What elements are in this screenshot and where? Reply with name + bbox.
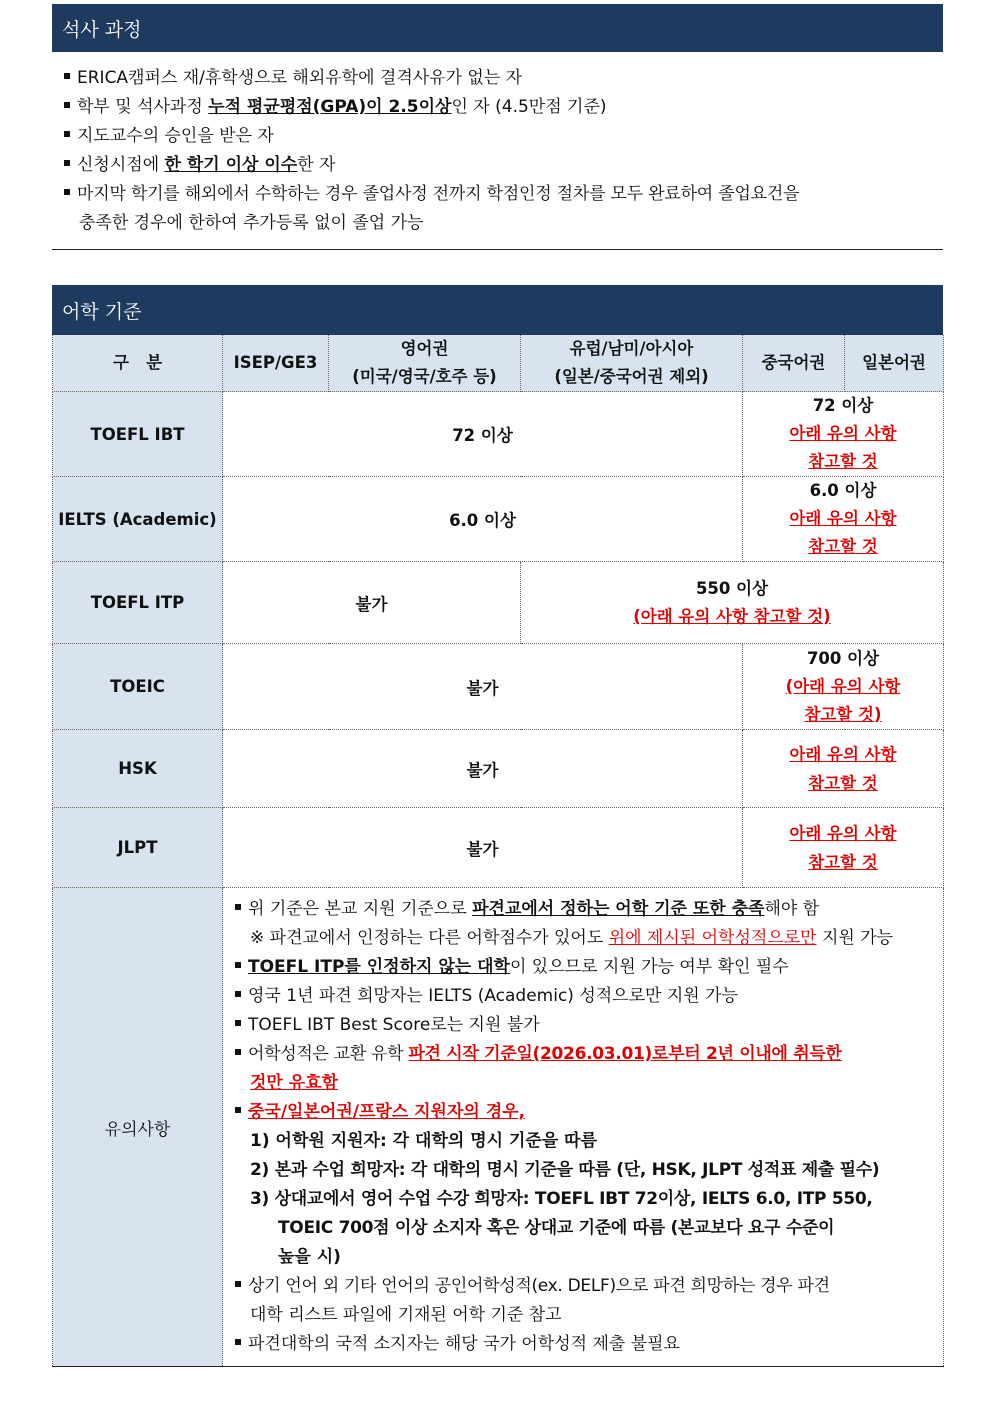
table-row bbox=[53, 808, 944, 888]
list-item: 신청시점에 한 학기 이상 이수한 자 bbox=[64, 151, 933, 180]
note-item: 어학성적은 교환 유학 파견 시작 기준일(2026.03.01)로부터 2년 이내에 취득한 bbox=[235, 1040, 935, 1069]
header-japan: 일본어권 bbox=[845, 335, 944, 392]
table-row bbox=[53, 644, 944, 730]
row-label: TOEFL IBT bbox=[53, 392, 223, 477]
row-label: TOEFL ITP bbox=[53, 562, 223, 644]
bullet-icon bbox=[64, 160, 70, 166]
cell-note: 아래 유의 사항 참고할 것 bbox=[743, 808, 944, 888]
bullet-icon bbox=[64, 189, 70, 195]
master-requirements bbox=[52, 60, 943, 250]
list-item: 마지막 학기를 해외에서 수학하는 경우 졸업사정 전까지 학점인정 절차를 모두 완료하여 졸업요건을 bbox=[64, 180, 933, 209]
header-china: 중국어권 bbox=[743, 335, 845, 392]
cell-value: 불가 bbox=[223, 644, 743, 730]
master-section-header bbox=[52, 4, 943, 52]
table-row bbox=[53, 392, 944, 477]
notes-label: 유의사항 bbox=[53, 888, 223, 1367]
note-item: 파견대학의 국적 소지자는 해당 국가 어학성적 제출 불필요 bbox=[235, 1330, 935, 1359]
header-europe: 유럽/남미/아시아 (일본/중국어권 제외) bbox=[521, 335, 743, 392]
bullet-icon bbox=[64, 102, 70, 108]
bullet-icon bbox=[235, 904, 241, 910]
cell-value: 불가 bbox=[223, 562, 521, 644]
header-division: 구 분 bbox=[53, 335, 223, 392]
bullet-icon bbox=[235, 991, 241, 997]
bullet-icon bbox=[235, 962, 241, 968]
cell-value: 6.0 이상 bbox=[223, 477, 743, 562]
bullet-icon bbox=[235, 1020, 241, 1026]
language-section-header bbox=[52, 285, 943, 335]
cell-value: 불가 bbox=[223, 730, 743, 808]
note-subitem: 2) 본과 수업 희망자: 각 대학의 명시 기준을 따름 (단, HSK, JLPT 성적표 제출 필수) bbox=[250, 1160, 880, 1180]
note-item: 중국/일본어권/프랑스 지원자의 경우, bbox=[235, 1098, 935, 1127]
cell-value: 불가 bbox=[223, 808, 743, 888]
note-subitem: TOEIC 700점 이상 소지자 혹은 상대교 기준에 따름 (본교보다 요구 수준이 bbox=[278, 1218, 835, 1238]
note-item: 대학 리스트 파일에 기재된 어학 기준 참고 bbox=[250, 1305, 562, 1325]
bullet-icon bbox=[235, 1049, 241, 1055]
master-section-title: 석사 과정 bbox=[62, 18, 142, 41]
bullet-icon bbox=[235, 1281, 241, 1287]
notes-content bbox=[223, 888, 944, 1367]
language-section-title: 어학 기준 bbox=[62, 300, 142, 323]
header-isep: ISEP/GE3 bbox=[223, 335, 329, 392]
bullet-icon bbox=[235, 1339, 241, 1345]
note-subitem: 높을 시) bbox=[278, 1247, 341, 1267]
note-item: 위 기준은 본교 지원 기준으로 파견교에서 정하는 어학 기준 또한 충족해야 함 bbox=[235, 895, 935, 924]
cell-note: 6.0 이상 아래 유의 사항 참고할 것 bbox=[743, 477, 944, 562]
language-criteria-table bbox=[52, 335, 944, 1367]
table-row bbox=[53, 477, 944, 562]
cell-note: 72 이상 아래 유의 사항 참고할 것 bbox=[743, 392, 944, 477]
note-item: ※ 파견교에서 인정하는 다른 어학점수가 있어도 위에 제시된 어학성적으로만 지원 가능 bbox=[250, 928, 894, 948]
row-label: TOEIC bbox=[53, 644, 223, 730]
row-label: IELTS (Academic) bbox=[53, 477, 223, 562]
bullet-icon bbox=[235, 1107, 241, 1113]
bullet-icon bbox=[64, 131, 70, 137]
table-row bbox=[53, 562, 944, 644]
header-english: 영어권 (미국/영국/호주 등) bbox=[329, 335, 521, 392]
cell-value: 72 이상 bbox=[223, 392, 743, 477]
row-label: JLPT bbox=[53, 808, 223, 888]
notes-row bbox=[53, 888, 944, 1367]
note-item: 상기 언어 외 기타 언어의 공인어학성적(ex. DELF)으로 파견 희망하는 경우 파견 bbox=[235, 1272, 935, 1301]
table-row bbox=[53, 730, 944, 808]
note-item: TOEFL ITP를 인정하지 않는 대학이 있으므로 지원 가능 여부 확인 필수 bbox=[235, 953, 935, 982]
note-item: TOEFL IBT Best Score로는 지원 불가 bbox=[235, 1011, 935, 1040]
cell-note: 700 이상 (아래 유의 사항 참고할 것) bbox=[743, 644, 944, 730]
note-item: 영국 1년 파견 희망자는 IELTS (Academic) 성적으로만 지원 가능 bbox=[235, 982, 935, 1011]
table-header-row bbox=[53, 335, 944, 392]
bullet-icon bbox=[64, 73, 70, 79]
row-label: HSK bbox=[53, 730, 223, 808]
list-item: 지도교수의 승인을 받은 자 bbox=[64, 122, 933, 151]
note-subitem: 1) 어학원 지원자: 각 대학의 명시 기준을 따름 bbox=[250, 1131, 597, 1151]
note-subitem: 3) 상대교에서 영어 수업 수강 희망자: TOEFL IBT 72이상, IELTS 6.0, ITP 550, bbox=[250, 1189, 873, 1209]
note-item: 것만 유효함 bbox=[250, 1073, 339, 1093]
cell-note: 550 이상 (아래 유의 사항 참고할 것) bbox=[521, 562, 944, 644]
list-item: 학부 및 석사과정 누적 평균평점(GPA)이 2.5이상인 자 (4.5만점 기준) bbox=[64, 93, 933, 122]
list-item: ERICA캠퍼스 재/휴학생으로 해외유학에 결격사유가 없는 자 bbox=[64, 64, 933, 93]
list-item-continuation: 충족한 경우에 한하여 추가등록 없이 졸업 가능 bbox=[79, 213, 424, 233]
cell-note: 아래 유의 사항 참고할 것 bbox=[743, 730, 944, 808]
